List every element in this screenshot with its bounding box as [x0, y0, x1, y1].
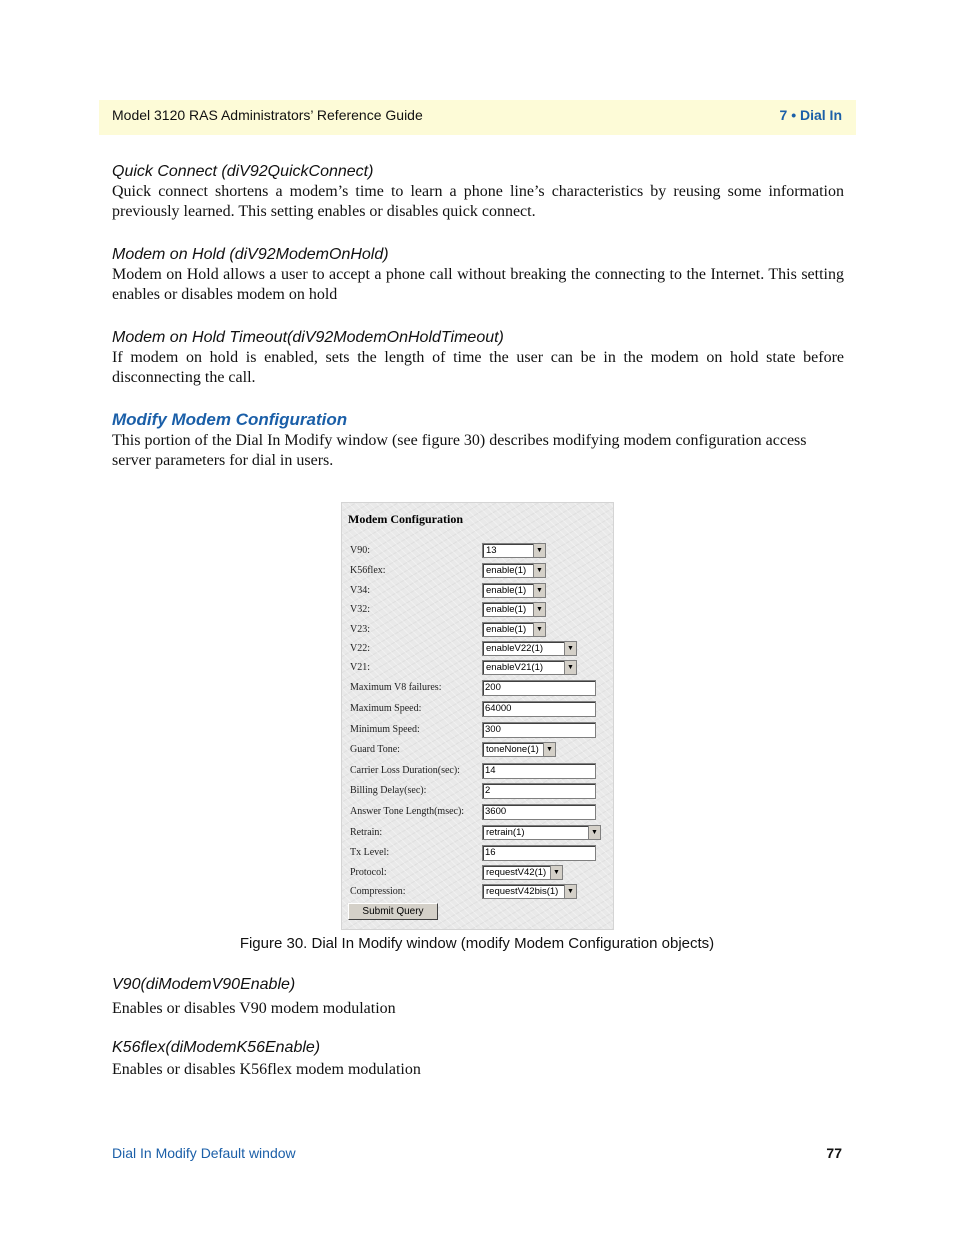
param-heading: K56flex(diModemK56Enable): [112, 1039, 321, 1056]
section-modem-on-hold-timeout: [112, 328, 844, 388]
config-input[interactable]: [482, 680, 596, 696]
modem-configuration-figure: [341, 502, 614, 930]
input-value: 200: [485, 682, 501, 693]
section-modem-on-hold: [112, 245, 844, 305]
config-select[interactable]: [482, 583, 546, 598]
param-body: Enables or disables V90 modem modulation: [112, 1000, 396, 1017]
config-label: V90:: [350, 545, 370, 556]
config-label: K56flex:: [350, 565, 386, 576]
config-label: Guard Tone:: [350, 744, 400, 755]
config-select[interactable]: [482, 622, 546, 637]
dropdown-arrow-icon[interactable]: ▼: [564, 661, 576, 674]
figure-caption: Figure 30. Dial In Modify window (modify Modem Configuration objects): [239, 935, 715, 952]
select-value: toneNone(1): [486, 744, 539, 755]
select-value: enableV21(1): [486, 662, 544, 673]
config-select[interactable]: [482, 543, 546, 558]
dropdown-arrow-icon[interactable]: ▼: [588, 826, 600, 839]
config-row: [342, 701, 613, 719]
config-row: [342, 845, 613, 863]
config-row: [342, 825, 613, 843]
config-row: [342, 783, 613, 801]
config-label: Maximum Speed:: [350, 703, 422, 714]
input-value: 3600: [485, 806, 507, 817]
param-body: Enables or disables K56flex modem modulation: [112, 1061, 421, 1078]
config-label: Answer Tone Length(msec):: [350, 806, 465, 817]
section-heading: Modem on Hold Timeout(diV92ModemOnHoldTimeout): [112, 329, 504, 346]
config-select[interactable]: [482, 825, 601, 840]
config-row: [342, 865, 613, 883]
select-value: enable(1): [486, 624, 527, 635]
section-title: Modify Modem Configuration: [112, 410, 348, 429]
config-input[interactable]: [482, 783, 596, 799]
config-label: V34:: [350, 585, 370, 596]
param-v90: [112, 975, 844, 1019]
dropdown-arrow-icon[interactable]: ▼: [533, 603, 545, 616]
config-row: [342, 622, 613, 640]
config-select[interactable]: [482, 884, 577, 899]
config-input[interactable]: [482, 701, 596, 717]
footer-section-link: Dial In Modify Default window: [112, 1145, 296, 1161]
config-row: [342, 884, 613, 902]
select-value: requestV42bis(1): [486, 886, 559, 897]
config-label: Protocol:: [350, 867, 387, 878]
config-select[interactable]: [482, 742, 556, 757]
config-row: [342, 543, 613, 561]
section-body: This portion of the Dial In Modify window (see figure 30) describes modifying modem configuration access server parameters for dial in users.: [112, 432, 807, 469]
config-row: [342, 602, 613, 620]
config-row: [342, 722, 613, 740]
select-value: enable(1): [486, 565, 527, 576]
config-select[interactable]: [482, 641, 577, 656]
config-select[interactable]: [482, 602, 546, 617]
input-value: 16: [485, 847, 496, 858]
config-input[interactable]: [482, 722, 596, 738]
section-body: If modem on hold is enabled, sets the length of time the user can be in the modem on hold state before disconnecting the call.: [112, 349, 844, 386]
config-row: [342, 583, 613, 601]
config-label: Tx Level:: [350, 847, 390, 858]
dropdown-arrow-icon[interactable]: ▼: [550, 866, 562, 879]
dropdown-arrow-icon[interactable]: ▼: [564, 885, 576, 898]
select-value: 13: [486, 545, 497, 556]
input-value: 300: [485, 724, 501, 735]
dropdown-arrow-icon[interactable]: ▼: [533, 564, 545, 577]
input-value: 14: [485, 765, 496, 776]
submit-query-button[interactable]: Submit Query: [348, 903, 438, 920]
section-body: Modem on Hold allows a user to accept a phone call without breaking the connecting to the Internet. This setting enables or disables modem on hold: [112, 266, 844, 303]
guide-title: Model 3120 RAS Administrators’ Reference Guide: [112, 107, 423, 123]
config-label: Billing Delay(sec):: [350, 785, 427, 796]
dropdown-arrow-icon[interactable]: ▼: [533, 623, 545, 636]
config-select[interactable]: [482, 865, 563, 880]
page-number: 77: [826, 1145, 842, 1161]
config-input[interactable]: [482, 804, 596, 820]
config-row: [342, 804, 613, 822]
section-heading: Quick Connect (diV92QuickConnect): [112, 163, 374, 180]
dropdown-arrow-icon[interactable]: ▼: [564, 642, 576, 655]
config-row: [342, 742, 613, 760]
input-value: 2: [485, 785, 491, 796]
config-row: [342, 641, 613, 659]
dropdown-arrow-icon[interactable]: ▼: [533, 544, 545, 557]
chapter-label: 7 • Dial In: [779, 107, 842, 123]
config-row: [342, 680, 613, 698]
config-label: V32:: [350, 604, 370, 615]
select-value: enableV22(1): [486, 643, 544, 654]
config-row: [342, 660, 613, 678]
config-label: V21:: [350, 662, 370, 673]
config-input[interactable]: [482, 845, 596, 861]
section-heading: Modem on Hold (diV92ModemOnHold): [112, 246, 389, 263]
config-input[interactable]: [482, 763, 596, 779]
config-row: [342, 763, 613, 781]
select-value: retrain(1): [486, 827, 525, 838]
dropdown-arrow-icon[interactable]: ▼: [533, 584, 545, 597]
section-body: Quick connect shortens a modem’s time to learn a phone line’s characteristics by reusing some information previously learned. This setting enables or disables quick connect.: [112, 183, 844, 220]
dropdown-arrow-icon[interactable]: ▼: [543, 743, 555, 756]
select-value: enable(1): [486, 585, 527, 596]
running-header: [99, 100, 856, 135]
figure-title: Modem Configuration: [348, 512, 463, 526]
param-heading: V90(diModemV90Enable): [112, 976, 296, 993]
config-label: Carrier Loss Duration(sec):: [350, 765, 460, 776]
config-select[interactable]: [482, 660, 577, 675]
config-label: Minimum Speed:: [350, 724, 420, 735]
config-label: Maximum V8 failures:: [350, 682, 442, 693]
section-modify-modem-configuration: [112, 409, 844, 471]
config-row: [342, 563, 613, 581]
config-label: Compression:: [350, 886, 406, 897]
section-quick-connect: [112, 162, 844, 222]
config-label: V22:: [350, 643, 370, 654]
param-k56flex: [112, 1038, 844, 1080]
select-value: requestV42(1): [486, 867, 547, 878]
config-label: V23:: [350, 624, 370, 635]
select-value: enable(1): [486, 604, 527, 615]
config-select[interactable]: [482, 563, 546, 578]
config-label: Retrain:: [350, 827, 383, 838]
input-value: 64000: [485, 703, 512, 714]
